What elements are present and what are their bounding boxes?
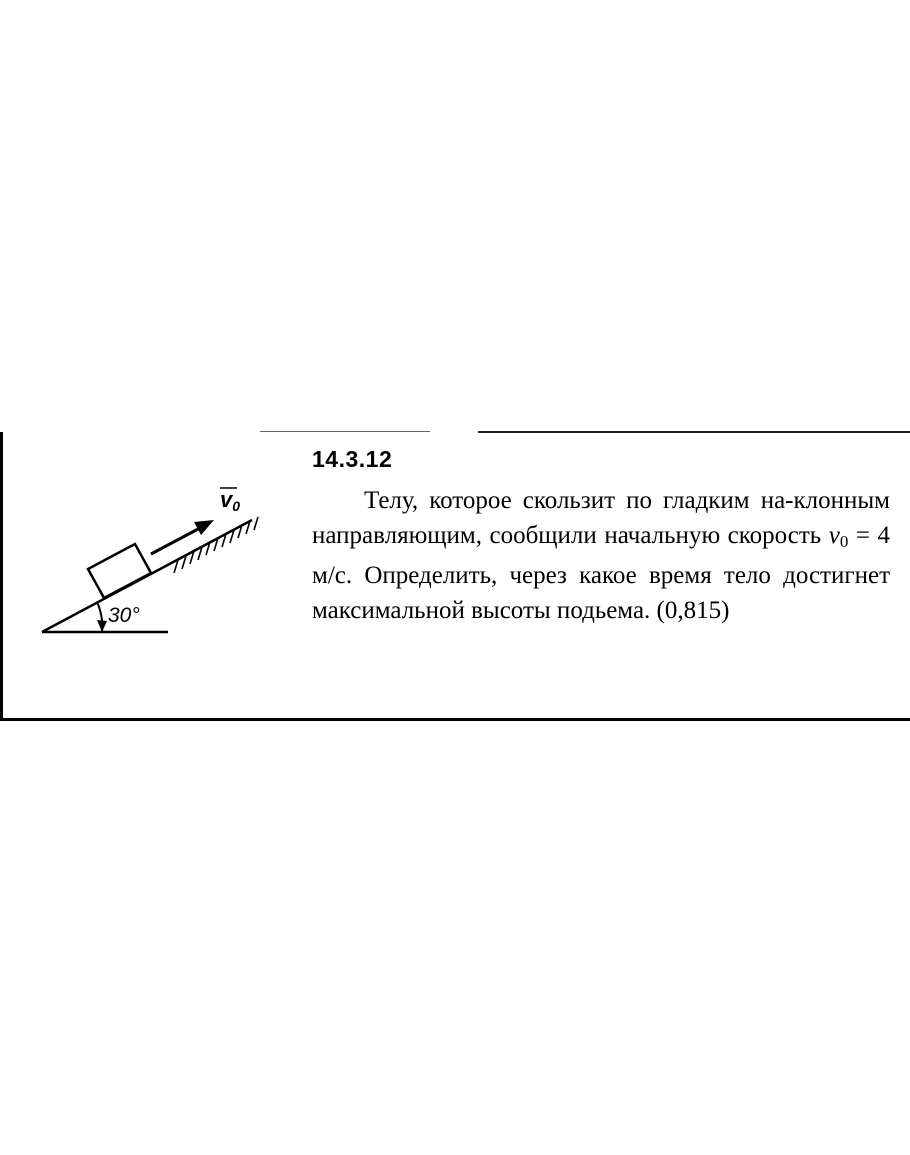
incline-figure [30, 470, 280, 650]
velocity-arrow-shaft [151, 528, 200, 554]
top-rule-thin [260, 431, 430, 432]
angle-label: 30° [108, 604, 140, 627]
block [88, 544, 151, 598]
velocity-symbol: $v_0$ [828, 521, 849, 551]
problem-number: 14.3.12 [312, 446, 393, 472]
problem-text-part2: = 4 м/с. Определить, через какое время тело достигнет максимальной высоты подьема. (0,815) [312, 521, 891, 624]
bottom-rule [0, 718, 910, 721]
velocity-label: v0 [220, 487, 241, 514]
top-rule [478, 431, 910, 433]
problem-text-part1: Телу, которое скользит по гладким на-клонным направляющим, сообщили начальную скорость [312, 487, 890, 549]
incline-hatching [174, 517, 258, 573]
velocity-arrow-head [194, 520, 214, 535]
problem-text [312, 484, 890, 628]
left-border [0, 432, 3, 720]
angle-arrow-head [97, 620, 107, 632]
